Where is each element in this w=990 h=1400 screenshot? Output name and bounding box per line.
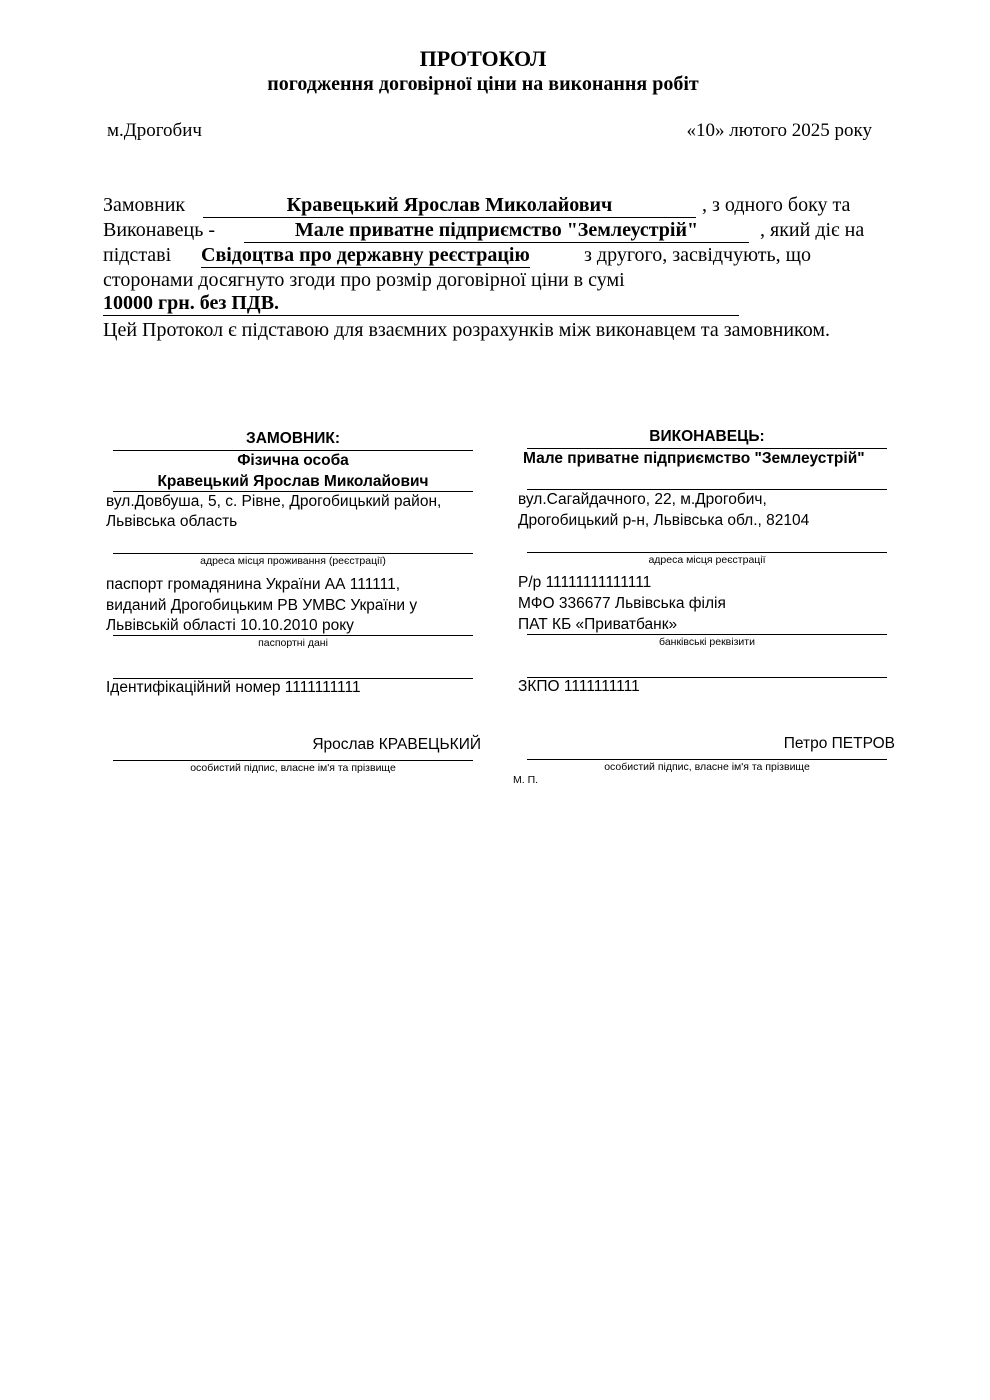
customer-passport-line-2: виданий Дрогобицьким РВ УМВС України у	[106, 597, 418, 614]
customer-heading: ЗАМОВНИК:	[245, 430, 341, 447]
customer-address-line-2: Львівська область	[106, 513, 238, 530]
customer-passport-line-1: паспорт громадянина України АА 111111,	[106, 576, 401, 593]
contractor-label: Виконавець -	[103, 219, 216, 241]
customer-passport-caption: паспортні дані	[258, 637, 328, 649]
customer-type: Фізична особа	[237, 452, 349, 469]
document-subtitle: погодження договірної ціни на виконання робіт	[267, 73, 699, 95]
document-date: «10» лютого 2025 року	[686, 120, 872, 141]
basis-statement: Цей Протокол є підставою для взаємних розрахунків між виконавцем та замовником.	[103, 319, 831, 341]
contractor-name: Мале приватне підприємство "Землеустрій"	[523, 450, 865, 467]
customer-address-underline	[113, 553, 473, 554]
contractor-bank-line-1: Р/р 11111111111111	[518, 574, 652, 591]
contractor-signature-name: Петро ПЕТРОВ	[783, 735, 895, 752]
customer-signature-line	[113, 760, 473, 761]
contractor-edrpou: ЗКПО 1111111111	[518, 678, 640, 695]
line2-tail: , який діє на	[760, 219, 865, 241]
contractor-heading: ВИКОНАВЕЦЬ:	[649, 428, 765, 445]
contractor-bank-underline	[527, 634, 887, 635]
agreement-line: сторонами досягнуто згоди про розмір договірної ціни в сумі	[103, 269, 625, 291]
amount-field: 10000 грн. без ПДВ.	[103, 292, 739, 316]
customer-signature-caption: особистий підпис, власне ім'я та прізвище	[190, 762, 396, 774]
line1-tail: , з одного боку та	[702, 194, 851, 216]
contractor-signature-line	[527, 759, 887, 760]
contractor-signature-caption: особистий підпис, власне ім'я та прізвище	[604, 761, 810, 773]
contractor-address-caption: адреса місця реєстрації	[648, 554, 766, 566]
customer-label: Замовник	[103, 194, 186, 216]
city: м.Дрогобич	[107, 120, 202, 141]
contractor-bank-line-2: МФО 336677 Львівська філія	[518, 595, 726, 612]
customer-address-line-1: вул.Довбуша, 5, с. Рівне, Дрогобицький район,	[106, 493, 442, 510]
document-title: ПРОТОКОЛ	[419, 46, 547, 71]
contractor-bank-caption: банківські реквізити	[659, 636, 755, 648]
contractor-address-line-2: Дрогобицький р-н, Львівська обл., 82104	[518, 512, 810, 529]
basis-label: підставі	[103, 244, 172, 266]
contractor-address-line-1: вул.Сагайдачного, 22, м.Дрогобич,	[518, 491, 767, 508]
customer-passport-underline	[113, 635, 473, 636]
line3-tail: з другого, засвідчують, що	[584, 244, 812, 266]
customer-name-field: Кравецький Ярослав Миколайович	[203, 194, 696, 218]
contractor-bank-line-3: ПАТ КБ «Приватбанк»	[518, 616, 678, 633]
customer-name: Кравецький Ярослав Миколайович	[157, 473, 429, 490]
stamp-placeholder: М. П.	[513, 774, 539, 786]
customer-id-number: Ідентифікаційний номер 1111111111	[106, 679, 361, 696]
contractor-name-field: Мале приватне підприємство "Землеустрій"	[244, 219, 749, 243]
customer-signature-name: Ярослав КРАВЕЦЬКИЙ	[312, 736, 481, 753]
customer-passport-line-3: Львівській області 10.10.2010 року	[106, 617, 354, 634]
contractor-address-underline	[527, 552, 887, 553]
customer-address-caption: адреса місця проживання (реєстрації)	[200, 555, 386, 567]
basis-field: Свідоцтва про державну реєстрацію	[201, 244, 530, 266]
